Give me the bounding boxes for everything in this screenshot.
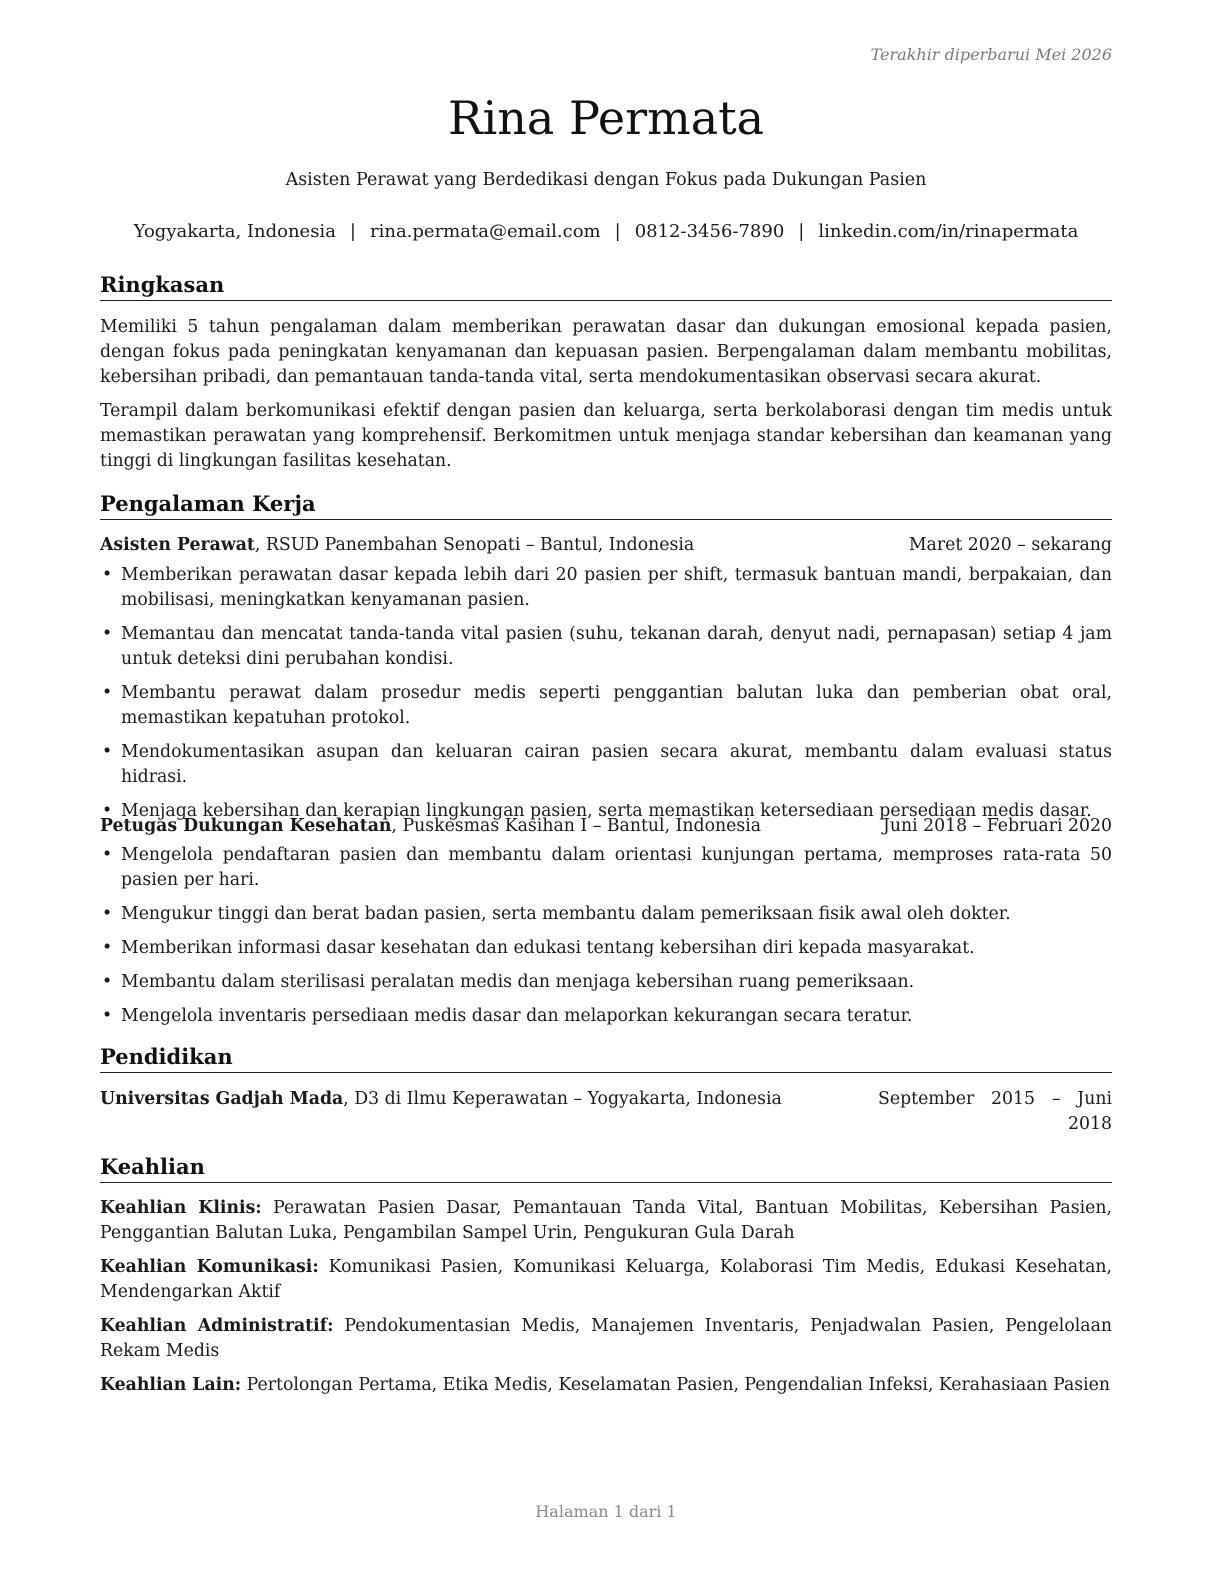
list-item: • Memberikan informasi dasar kesehatan dan edukasi tentang kebersihan diri kepada masyarakat. <box>100 936 1112 961</box>
skill-group <box>100 1255 1112 1305</box>
contact-email[interactable]: rina.permata@email.com <box>370 221 601 242</box>
section-heading-skills: Keahlian <box>100 1153 1112 1183</box>
list-item: • Membantu perawat dalam prosedur medis seperti penggantian balutan luka dan pemberian obat oral, memastikan kepatuhan protokol. <box>100 681 1112 731</box>
contact-separator: | <box>349 221 356 242</box>
job-title: Asisten Perawat <box>100 535 255 555</box>
job-bullets <box>100 843 1112 1038</box>
candidate-name: Rina Permata <box>447 91 765 145</box>
contact-phone: 0812-3456-7890 <box>634 221 785 242</box>
list-item: • Mengelola pendaftaran pasien dan membantu dalam orientasi kunjungan pertama, memproses rata-rata 50 pasien per hari. <box>100 843 1112 893</box>
job-bullets <box>100 563 1112 833</box>
job-date: Juni 2018 – Februari 2020 <box>882 816 1112 836</box>
skill-group-label: Keahlian Klinis: <box>100 1198 262 1218</box>
list-item: • Memberikan perawatan dasar kepada lebih dari 20 pasien per shift, termasuk bantuan mandi, berpakaian, dan mobilisasi, meningkatkan kenyamanan pasien. <box>100 563 1112 613</box>
job-title: Petugas Dukungan Kesehatan <box>100 816 392 836</box>
contact-location: Yogyakarta, Indonesia <box>133 221 336 242</box>
skill-group-label: Keahlian Lain: <box>100 1375 242 1395</box>
list-item: • Membantu dalam sterilisasi peralatan medis dan menjaga kebersihan ruang pemeriksaan. <box>100 970 1112 995</box>
skill-group <box>100 1373 1112 1398</box>
list-item: • Mengelola inventaris persediaan medis dasar dan melaporkan kekurangan secara teratur. <box>100 1004 1112 1029</box>
section-heading-summary: Ringkasan <box>100 271 1112 301</box>
summary-paragraph: Memiliki 5 tahun pengalaman dalam memberikan perawatan dasar dan dukungan emosional kepada pasien, dengan fokus pada peningkatan kenyamanan dan kepuasan pasien. Berpengalaman dalam membantu mobilitas, kebersihan pribadi, dan pemantauan tanda-tanda vital, serta mendokumentasikan observasi secara akurat. <box>100 317 1112 387</box>
contact-separator: | <box>614 221 621 242</box>
summary-paragraph: Terampil dalam berkomunikasi efektif dengan pasien dan keluarga, serta berkolaborasi dengan tim medis untuk memastikan perawatan yang komprehensif. Berkomitmen untuk menjaga standar kebersihan dan keamanan yang tinggi di lingkungan fasilitas kesehatan. <box>100 401 1112 471</box>
section-heading-education: Pendidikan <box>100 1043 1112 1073</box>
section-heading-experience: Pengalaman Kerja <box>100 490 1112 520</box>
school-name: Universitas Gadjah Mada <box>100 1089 344 1109</box>
contact-separator: | <box>798 221 805 242</box>
list-item: • Menjaga kebersihan dan kerapian lingkungan pasien, serta memastikan ketersediaan persediaan medis dasar. <box>100 799 1112 824</box>
job-header <box>100 814 1112 839</box>
tagline: Asisten Perawat yang Berdedikasi dengan Fokus pada Dukungan Pasien <box>285 170 927 190</box>
contact-linkedin[interactable]: linkedin.com/in/rinapermata <box>818 221 1079 242</box>
job-organization: , Puskesmas Kasihan I – Bantul, Indonesia <box>391 816 762 836</box>
education-date: September 2015 – Juni 2018 <box>878 1089 1112 1134</box>
last-updated: Terakhir diperbarui Mei 2026 <box>870 45 1112 64</box>
skill-group-items: Perawatan Pasien Dasar, Pemantauan Tanda Vital, Bantuan Mobilitas, Kebersihan Pasien, Penggantian Balutan Luka, Pengambilan Sampel Urin, Pengukuran Gula Darah <box>100 1198 1112 1243</box>
list-item: • Memantau dan mencatat tanda-tanda vital pasien (suhu, tekanan darah, denyut nadi, pernapasan) setiap 4 jam untuk deteksi dini perubahan kondisi. <box>100 622 1112 672</box>
skill-group-items: Pendokumentasian Medis, Manajemen Inventaris, Penjadwalan Pasien, Pengelolaan Rekam Medis <box>100 1316 1112 1361</box>
skill-group-items: Pertolongan Pertama, Etika Medis, Keselamatan Pasien, Pengendalian Infeksi, Kerahasiaan Pasien <box>241 1375 1111 1395</box>
contact-line <box>100 220 1112 244</box>
skill-group-items: Komunikasi Pasien, Komunikasi Keluarga, Kolaborasi Tim Medis, Edukasi Kesehatan, Mendengarkan Aktif <box>100 1257 1113 1302</box>
job-header <box>100 533 1112 558</box>
list-item: • Mendokumentasikan asupan dan keluaran cairan pasien secara akurat, membantu dalam evaluasi status hidrasi. <box>100 740 1112 790</box>
skill-group-label: Keahlian Komunikasi: <box>100 1257 319 1277</box>
skill-group-label: Keahlian Administratif: <box>100 1316 334 1336</box>
job-date: Maret 2020 – sekarang <box>908 535 1112 555</box>
job-organization: , RSUD Panembahan Senopati – Bantul, Indonesia <box>254 535 695 555</box>
page-footer: Halaman 1 dari 1 <box>535 1502 677 1521</box>
skill-group <box>100 1196 1112 1246</box>
list-item: • Mengukur tinggi dan berat badan pasien, serta membantu dalam pemeriksaan fisik awal oleh dokter. <box>100 902 1112 927</box>
skill-group <box>100 1314 1112 1364</box>
education-detail: , D3 di Ilmu Keperawatan – Yogyakarta, Indonesia <box>343 1089 782 1109</box>
